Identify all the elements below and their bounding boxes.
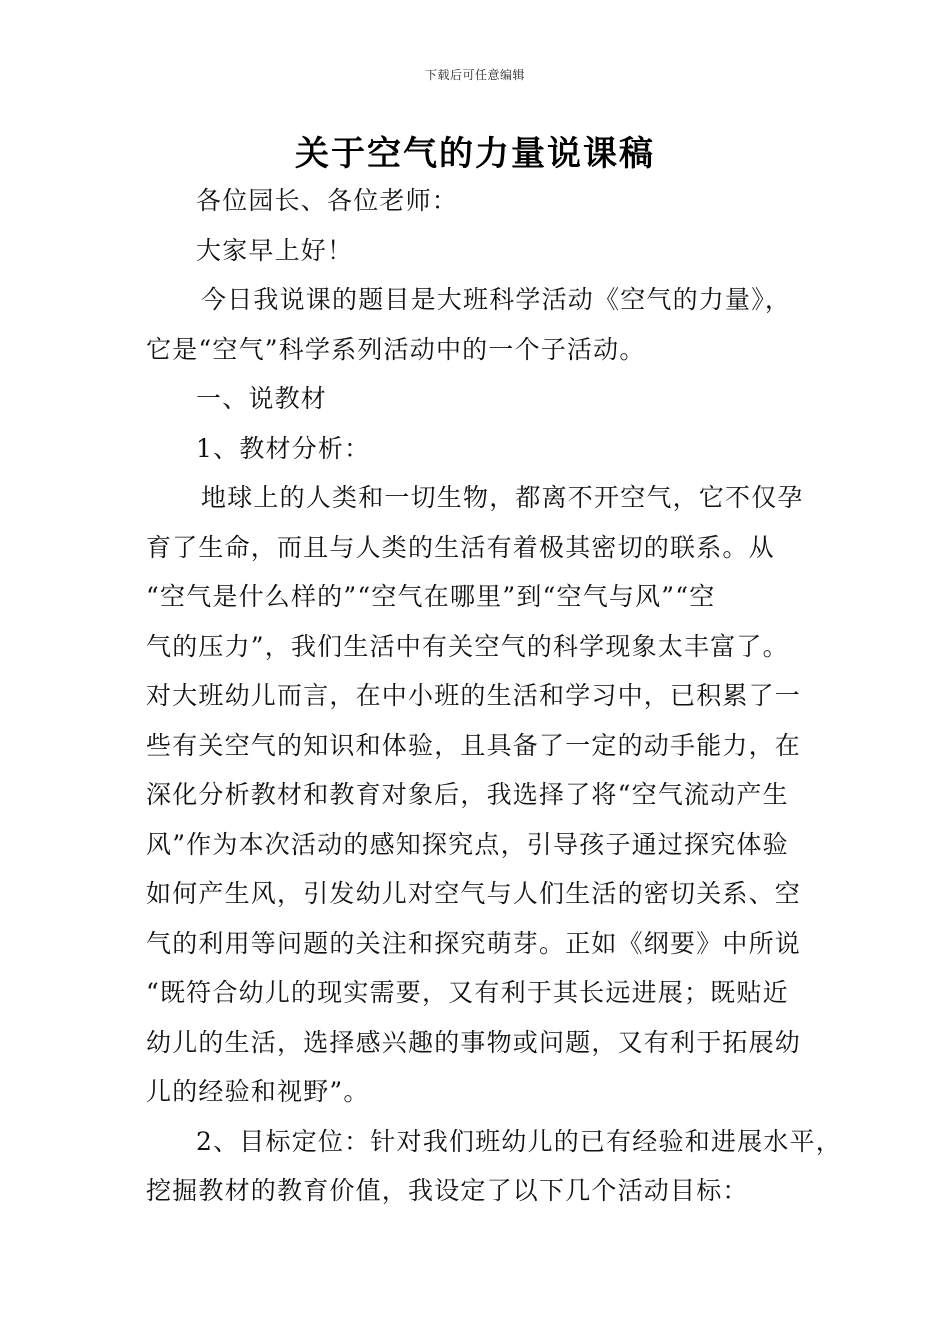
subsection-heading: 1、教材分析： [196, 433, 371, 463]
paragraph-line: 它是“空气”科学系列活动中的一个子活动。 [146, 334, 646, 364]
header-note: 下载后可任意编辑 [424, 68, 525, 82]
greeting-line: 大家早上好！ [196, 235, 354, 265]
paragraph-line: 风”作为本次活动的感知探究点，引导孩子通过探究体验 [146, 829, 789, 859]
paragraph-line: 如何产生风，引发幼儿对空气与人们生活的密切关系、空 [146, 879, 802, 908]
paragraph-line: 地球上的人类和一切生物，都离不开空气，它不仅孕 [201, 483, 804, 512]
paragraph-line: 挖掘教材的教育价值，我设定了以下几个活动目标： [146, 1176, 749, 1205]
document-title: 关于空气的力量说课稿 [295, 134, 655, 174]
paragraph-line: 对大班幼儿而言，在中小班的生活和学习中，已积累了一 [146, 681, 802, 710]
paragraph-line: 育了生命，而且与人类的生活有着极其密切的联系。从 [146, 532, 775, 562]
paragraph-line: “既符合幼儿的现实需要，又有利于其长远进展；既贴近 [146, 978, 789, 1007]
paragraph-line: 气的利用等问题的关注和探究萌芽。正如《纲要》中所说 [146, 928, 802, 958]
paragraph-line: 幼儿的生活，选择感兴趣的事物或问题，又有利于拓展幼 [146, 1027, 802, 1057]
paragraph-line: 2、目标定位：针对我们班幼儿的已有经验和进展水平， [196, 1126, 842, 1156]
section-heading: 一、说教材 [196, 384, 328, 413]
document-body [146, 176, 842, 1216]
paragraph-line: “空气是什么样的”“空气在哪里”到“空气与风”“空 [146, 582, 716, 611]
paragraph-line: 气的压力”，我们生活中有关空气的科学现象太丰富了。 [146, 631, 789, 661]
paragraph-line: 深化分析教材和教育对象后，我选择了将“空气流动产生 [146, 780, 789, 809]
paragraph-line: 些有关空气的知识和体验，且具备了一定的动手能力，在 [146, 730, 802, 760]
greeting-line: 各位园长、各位老师： [196, 186, 459, 215]
paragraph-line: 今日我说课的题目是大班科学活动《空气的力量》， [201, 285, 792, 314]
paragraph-line: 儿的经验和视野”。 [146, 1077, 370, 1106]
